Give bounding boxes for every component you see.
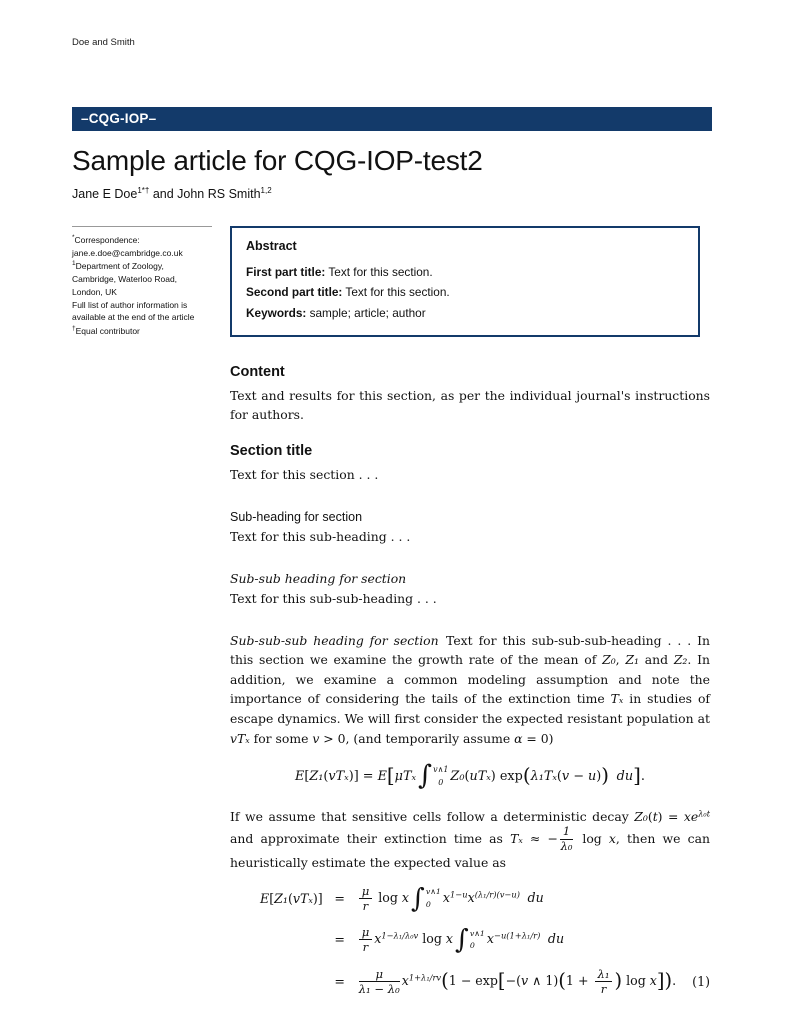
abstract-heading: Abstract xyxy=(246,239,297,254)
heuristic-paragraph: If we assume that sensitive cells follow a deterministic decay $Z_0(t) = xe^{\lambda_0t}$ and approximate their extinction time as Tₓ ≈ − $\frac{1}{\text{λ₀}}$ log x, then we can heuristically estimate the expected value as xyxy=(230,808,710,871)
author-marks-2: 1,2 xyxy=(260,186,272,195)
section-heading: Section title xyxy=(230,442,313,459)
sidebar-line: jane.e.doe@cambridge.co.uk xyxy=(72,247,183,258)
equation-array xyxy=(230,882,710,996)
equation-number: (1) xyxy=(692,973,710,989)
content-heading: Content xyxy=(230,363,285,380)
eq-row3-relation: = xyxy=(334,973,345,989)
sidebar-line: Cambridge, Waterloo Road, xyxy=(72,274,178,285)
main-content xyxy=(230,364,710,995)
author-line xyxy=(72,186,712,201)
correspondence-note xyxy=(72,226,212,337)
eq-row2-rhs: $\frac{\mu}{r}$ $x^{1-\lambda_1/\lambda_0v}$ log x∫ v∧1 0 $x^{-u(1+\lambda_1/r)}$ du xyxy=(357,926,564,953)
journal-banner xyxy=(72,107,712,131)
subsection-text: Text for this sub-heading . . . xyxy=(230,529,411,545)
subsection-heading: Sub-heading for section xyxy=(230,510,363,525)
author-name-1: Jane E Doe xyxy=(72,187,138,202)
eq-row2-relation: = xyxy=(334,932,345,948)
journal-banner-label: –CQG-IOP– xyxy=(81,111,157,126)
content-intro: Text and results for this section, as per the individual journal's instructions for authors. xyxy=(230,387,710,423)
eq-row1-rhs: $\frac{\mu}{r}$ log x∫ v∧1 0 $x^{1-u}x^{(\lambda_1/r)(v-u)}$ du xyxy=(357,885,544,912)
eq-row3-rhs: $\frac{\mu}{\text{λ₁ − λ₀}}$ $x^{1+\lambda_1/rv}(1 - \exp[-(v$ ∧ 1)(1 + $\frac{\text{λ₁}}{r}$ ) log x]). xyxy=(358,966,677,996)
sidebar-line: London, UK xyxy=(72,286,117,297)
run-in-paragraph: Sub-sub-sub heading for section Text for this sub-sub-sub-heading . . . In this section we examine the growth rate of the mean of Z₀, Z₁ and Z₂. In addition, we examine a common modeling assumption and note the importance of considering the tails of the extinction time Tₓ in studies of escape dynamics. We will first consider the expected resistant population at vTₓ for some v > 0, (and temporarily assume α = 0) xyxy=(230,632,710,746)
running-head: Doe and Smith xyxy=(72,37,135,48)
sidebar-line: †Equal contributor xyxy=(72,325,140,336)
author-connector: and xyxy=(149,187,178,202)
display-equation: E[Z₁(vTₓ)] = E[μTₓ∫ v∧1 0 Z₀(uTₓ) exp(λ₁Tₓ(v − u)) du]. xyxy=(295,760,645,792)
sidebar-line: *Correspondence: xyxy=(72,234,140,245)
abstract-items xyxy=(246,262,684,323)
abstract-item: First part title: Text for this section. xyxy=(246,265,433,280)
article-title: Sample article for CQG-IOP-test2 xyxy=(72,145,483,176)
eq-row1-lhs: E[Z₁(vTₓ)] xyxy=(260,891,323,907)
abstract-item: Second part title: Text for this section. xyxy=(246,285,450,300)
abstract-box xyxy=(230,226,700,337)
eq-row1-relation: = xyxy=(334,891,345,907)
sidebar-line: available at the end of the article xyxy=(72,312,195,323)
header-columns xyxy=(72,226,712,337)
subsubsection-text: Text for this sub-sub-heading . . . xyxy=(230,591,437,607)
subsubsection-heading: Sub-sub heading for section xyxy=(230,571,407,587)
abstract-item: Keywords: sample; article; author xyxy=(246,305,426,320)
author-marks-1: 1*† xyxy=(137,186,150,195)
section-text: Text for this section . . . xyxy=(230,466,379,482)
author-name-2: John RS Smith xyxy=(177,187,261,202)
sidebar-line: Full list of author information is xyxy=(72,299,188,310)
sidebar-line: $^1$Department of Zoology, xyxy=(72,260,164,272)
